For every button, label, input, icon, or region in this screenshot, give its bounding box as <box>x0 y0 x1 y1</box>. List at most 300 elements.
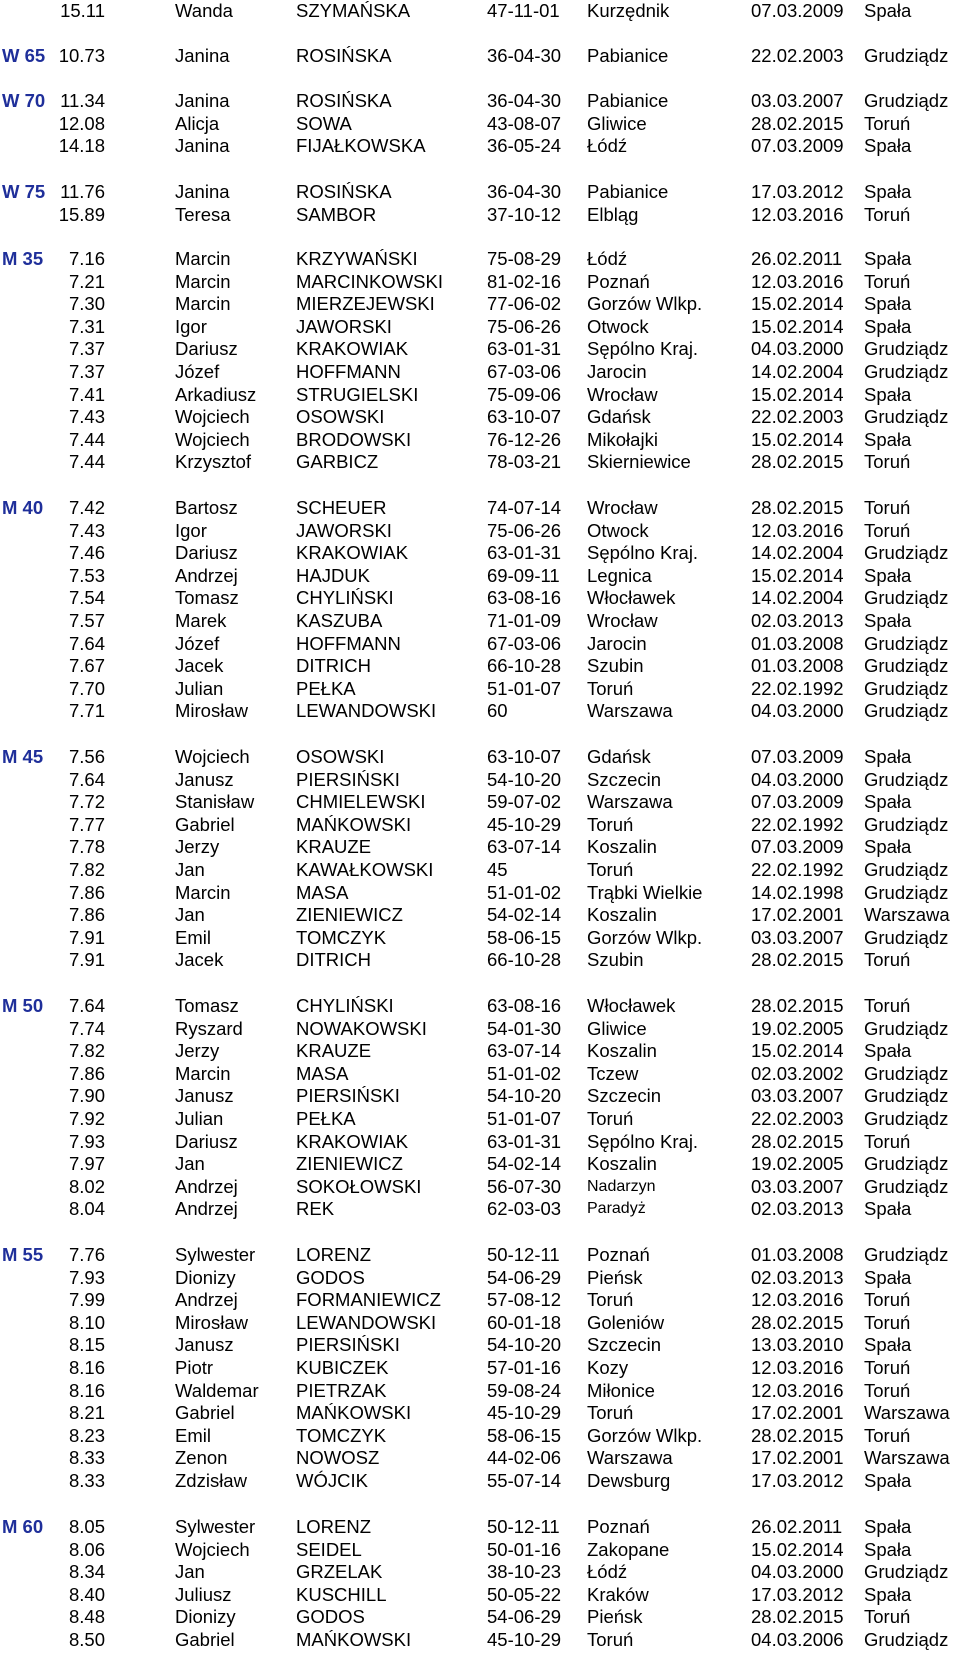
category-group <box>0 248 960 474</box>
record-date: 28.02.2015 <box>751 1424 844 1446</box>
venue: Toruń <box>864 1311 911 1333</box>
birth-date: 36-04-30 <box>487 45 562 66</box>
first-name: Waldemar <box>175 1379 259 1401</box>
club: Pabianice <box>587 181 669 202</box>
club: Jarocin <box>587 632 647 654</box>
record-date: 07.03.2009 <box>751 0 844 21</box>
venue: Toruń <box>864 1356 911 1378</box>
category-group <box>0 181 960 226</box>
venue: Toruń <box>864 1289 911 1311</box>
venue: Grudziądz <box>864 406 949 428</box>
club: Toruń <box>587 813 634 835</box>
birth-date: 36-04-30 <box>487 90 562 111</box>
venue: Spała <box>864 181 912 202</box>
club: Legnica <box>587 564 652 586</box>
first-name: Emil <box>175 1424 211 1446</box>
record-row <box>0 451 960 474</box>
birth-date: 77-06-02 <box>487 293 562 315</box>
venue: Warszawa <box>864 1447 950 1469</box>
last-name: GODOS <box>296 1606 365 1628</box>
venue: Spała <box>864 746 912 767</box>
record-row <box>0 927 960 950</box>
record-date: 28.02.2015 <box>751 1311 844 1333</box>
venue: Spała <box>864 1198 912 1220</box>
last-name: DITRICH <box>296 655 372 677</box>
club: Wrocław <box>587 609 658 631</box>
record-date: 28.02.2015 <box>751 995 844 1016</box>
last-name: KRAKOWIAK <box>296 338 409 360</box>
first-name: Wojciech <box>175 406 250 428</box>
result: 7.37 <box>68 338 105 360</box>
venue: Grudziądz <box>864 632 949 654</box>
venue: Grudziądz <box>864 587 949 609</box>
result: 7.82 <box>68 1040 105 1062</box>
result: 7.41 <box>68 383 105 405</box>
last-name: KRZYWAŃSKI <box>296 248 418 269</box>
result: 7.93 <box>68 1266 105 1288</box>
record-date: 26.02.2011 <box>751 248 843 269</box>
category-label: W 70 <box>2 90 46 111</box>
club: Jarocin <box>587 360 647 382</box>
record-row <box>0 1470 960 1493</box>
first-name: Andrzej <box>175 564 238 586</box>
last-name: KRAKOWIAK <box>296 542 409 564</box>
record-row <box>0 904 960 927</box>
birth-date: 54-10-20 <box>487 1085 562 1107</box>
birth-date: 67-03-06 <box>487 632 562 654</box>
first-name: Wojciech <box>175 746 250 767</box>
venue: Grudziądz <box>864 90 949 111</box>
club: Koszalin <box>587 904 657 926</box>
record-date: 01.03.2008 <box>751 655 844 677</box>
record-row <box>0 293 960 316</box>
result: 8.33 <box>68 1447 105 1469</box>
birth-date: 47-11-01 <box>487 0 560 21</box>
record-row <box>0 678 960 701</box>
result: 8.16 <box>68 1356 105 1378</box>
result: 7.77 <box>68 813 105 835</box>
first-name: Janusz <box>175 1085 234 1107</box>
birth-date: 54-10-20 <box>487 768 562 790</box>
venue: Grudziądz <box>864 858 949 880</box>
venue: Spała <box>864 1266 912 1288</box>
club: Otwock <box>587 519 649 541</box>
record-row <box>0 1176 960 1199</box>
first-name: Ryszard <box>175 1017 243 1039</box>
first-name: Marcin <box>175 293 231 315</box>
result: 7.86 <box>68 881 105 903</box>
last-name: SAMBOR <box>296 203 377 225</box>
birth-date: 51-01-02 <box>487 1062 562 1084</box>
record-date: 22.02.2003 <box>751 406 844 428</box>
record-date: 17.03.2012 <box>751 181 844 202</box>
venue: Spała <box>864 293 912 315</box>
club: Nadarzyn <box>587 1177 656 1195</box>
record-row <box>0 1561 960 1584</box>
birth-date: 76-12-26 <box>487 428 562 450</box>
venue: Spała <box>864 135 912 157</box>
last-name: ZIENIEWICZ <box>296 904 403 926</box>
last-name: MASA <box>296 881 349 903</box>
birth-date: 75-08-29 <box>487 248 562 269</box>
last-name: PIERSIŃSKI <box>296 1085 400 1107</box>
last-name: SZYMAŃSKA <box>296 0 411 21</box>
result: 7.46 <box>68 542 105 564</box>
birth-date: 57-08-12 <box>487 1289 562 1311</box>
club: Gdańsk <box>587 406 651 428</box>
record-row <box>0 1425 960 1448</box>
record-date: 17.03.2012 <box>751 1469 844 1491</box>
club: Toruń <box>587 858 634 880</box>
result: 7.76 <box>68 1244 105 1265</box>
last-name: DITRICH <box>296 949 372 971</box>
record-row <box>0 1447 960 1470</box>
record-date: 14.02.1998 <box>751 881 844 903</box>
record-date: 15.02.2014 <box>751 564 844 586</box>
birth-date: 67-03-06 <box>487 360 562 382</box>
first-name: Wojciech <box>175 428 250 450</box>
record-date: 14.02.2004 <box>751 587 844 609</box>
club: Kozy <box>587 1356 629 1378</box>
record-date: 03.03.2007 <box>751 1175 844 1197</box>
last-name: SEIDEL <box>296 1538 362 1560</box>
record-row <box>0 882 960 905</box>
first-name: Janina <box>175 181 230 202</box>
birth-date: 36-04-30 <box>487 181 562 202</box>
record-date: 22.02.2003 <box>751 1107 844 1129</box>
venue: Grudziądz <box>864 338 949 360</box>
first-name: Gabriel <box>175 1628 235 1650</box>
birth-date: 60 <box>487 700 508 722</box>
club: Trąbki Wielkie <box>587 881 703 903</box>
record-date: 12.03.2016 <box>751 1356 844 1378</box>
last-name: MIERZEJEWSKI <box>296 293 435 315</box>
last-name: LEWANDOWSKI <box>296 700 437 722</box>
club: Szubin <box>587 655 644 677</box>
result: 14.18 <box>58 135 105 157</box>
record-row <box>0 0 960 23</box>
birth-date: 63-07-14 <box>487 1040 562 1062</box>
result: 7.21 <box>68 270 105 292</box>
club: Łódź <box>587 1561 628 1583</box>
category-label: M 55 <box>2 1244 44 1265</box>
club: Kurzędnik <box>587 0 670 21</box>
last-name: HOFFMANN <box>296 632 401 654</box>
last-name: FORMANIEWICZ <box>296 1289 441 1311</box>
first-name: Marcin <box>175 248 231 269</box>
last-name: SCHEUER <box>296 497 387 518</box>
result: 7.37 <box>68 360 105 382</box>
first-name: Janina <box>175 135 230 157</box>
record-date: 02.03.2013 <box>751 1266 844 1288</box>
result: 8.34 <box>68 1561 105 1583</box>
last-name: GODOS <box>296 1266 365 1288</box>
result: 12.08 <box>58 112 105 134</box>
last-name: PEŁKA <box>296 1107 356 1129</box>
record-row <box>0 1040 960 1063</box>
club: Paradyż <box>587 1200 646 1218</box>
first-name: Janusz <box>175 1334 234 1356</box>
venue: Grudziądz <box>864 813 949 835</box>
birth-date: 45-10-29 <box>487 1628 562 1650</box>
birth-date: 43-08-07 <box>487 112 562 134</box>
club: Koszalin <box>587 836 657 858</box>
venue: Grudziądz <box>864 45 949 66</box>
record-row <box>0 113 960 136</box>
club: Wrocław <box>587 383 658 405</box>
last-name: OSOWSKI <box>296 746 385 767</box>
club: Sępólno Kraj. <box>587 1130 699 1152</box>
club: Kraków <box>587 1583 649 1605</box>
record-date: 12.03.2016 <box>751 519 844 541</box>
category-group <box>0 1244 960 1493</box>
first-name: Julian <box>175 677 224 699</box>
record-row <box>0 271 960 294</box>
venue: Spała <box>864 428 912 450</box>
record-row <box>0 90 960 113</box>
result: 7.44 <box>68 451 105 473</box>
record-row <box>0 181 960 204</box>
result: 15.11 <box>60 0 105 21</box>
club: Koszalin <box>587 1040 657 1062</box>
first-name: Andrzej <box>175 1289 238 1311</box>
record-date: 28.02.2015 <box>751 949 844 971</box>
birth-date: 60-01-18 <box>487 1311 562 1333</box>
record-date: 22.02.1992 <box>751 677 844 699</box>
club: Gorzów Wlkp. <box>587 926 703 948</box>
club: Sępólno Kraj. <box>587 338 699 360</box>
category-group <box>0 90 960 158</box>
venue: Grudziądz <box>864 1175 949 1197</box>
result: 7.74 <box>68 1017 105 1039</box>
birth-date: 58-06-15 <box>487 926 562 948</box>
birth-date: 81-02-16 <box>487 270 562 292</box>
result: 7.56 <box>68 746 105 767</box>
club: Toruń <box>587 1402 634 1424</box>
first-name: Józef <box>175 632 220 654</box>
last-name: GRZELAK <box>296 1561 383 1583</box>
first-name: Marcin <box>175 881 231 903</box>
record-row <box>0 1380 960 1403</box>
category-group <box>0 1516 960 1652</box>
birth-date: 58-06-15 <box>487 1424 562 1446</box>
birth-date: 66-10-28 <box>487 655 562 677</box>
first-name: Arkadiusz <box>175 383 257 405</box>
last-name: TOMCZYK <box>296 926 387 948</box>
birth-date: 63-01-31 <box>487 338 562 360</box>
birth-date: 63-01-31 <box>487 542 562 564</box>
record-row <box>0 995 960 1018</box>
record-row <box>0 1289 960 1312</box>
record-row <box>0 859 960 882</box>
record-row <box>0 1244 960 1267</box>
last-name: KASZUBA <box>296 609 383 631</box>
result: 7.91 <box>68 949 105 971</box>
record-row <box>0 1267 960 1290</box>
record-row <box>0 1312 960 1335</box>
last-name: KRAUZE <box>296 1040 372 1062</box>
record-row <box>0 204 960 227</box>
result: 7.78 <box>68 836 105 858</box>
record-row <box>0 1357 960 1380</box>
record-row <box>0 1108 960 1131</box>
result: 7.30 <box>68 293 105 315</box>
club: Łódź <box>587 135 628 157</box>
birth-date: 54-02-14 <box>487 1153 562 1175</box>
birth-date: 55-07-14 <box>487 1469 562 1491</box>
birth-date: 75-06-26 <box>487 315 562 337</box>
record-date: 04.03.2000 <box>751 700 844 722</box>
last-name: MAŃKOWSKI <box>296 1402 412 1424</box>
category-group <box>0 995 960 1221</box>
venue: Warszawa <box>864 904 950 926</box>
last-name: MAŃKOWSKI <box>296 1628 412 1650</box>
venue: Spała <box>864 248 912 269</box>
last-name: JAWORSKI <box>296 519 392 541</box>
record-date: 15.02.2014 <box>751 1538 844 1560</box>
record-row <box>0 542 960 565</box>
result: 7.64 <box>68 768 105 790</box>
record-date: 04.03.2000 <box>751 768 844 790</box>
first-name: Jan <box>175 1153 205 1175</box>
birth-date: 36-05-24 <box>487 135 562 157</box>
category-label: M 50 <box>2 995 44 1016</box>
record-row <box>0 700 960 723</box>
birth-date: 54-02-14 <box>487 904 562 926</box>
venue: Grudziądz <box>864 1244 949 1265</box>
record-row <box>0 655 960 678</box>
result: 7.97 <box>68 1153 105 1175</box>
record-date: 07.03.2009 <box>751 746 844 767</box>
birth-date: 69-09-11 <box>487 564 560 586</box>
club: Toruń <box>587 1628 634 1650</box>
venue: Grudziądz <box>864 768 949 790</box>
venue: Spała <box>864 564 912 586</box>
result: 7.86 <box>68 904 105 926</box>
first-name: Marek <box>175 609 227 631</box>
last-name: ZIENIEWICZ <box>296 1153 403 1175</box>
result: 8.48 <box>68 1606 105 1628</box>
venue: Toruń <box>864 949 911 971</box>
last-name: KRAUZE <box>296 836 372 858</box>
result: 10.73 <box>58 45 105 66</box>
result: 7.93 <box>68 1130 105 1152</box>
first-name: Sylwester <box>175 1244 256 1265</box>
record-row <box>0 949 960 972</box>
club: Łódź <box>587 248 628 269</box>
club: Włocławek <box>587 995 676 1016</box>
category-group <box>0 45 960 68</box>
club: Pabianice <box>587 45 669 66</box>
first-name: Dariusz <box>175 338 238 360</box>
record-date: 26.02.2011 <box>751 1516 843 1537</box>
club: Gdańsk <box>587 746 651 767</box>
venue: Spała <box>864 836 912 858</box>
record-row <box>0 565 960 588</box>
result: 8.21 <box>68 1402 105 1424</box>
first-name: Janusz <box>175 768 234 790</box>
last-name: LORENZ <box>296 1244 372 1265</box>
birth-date: 50-05-22 <box>487 1583 562 1605</box>
record-row <box>0 1516 960 1539</box>
record-date: 14.02.2004 <box>751 542 844 564</box>
first-name: Zenon <box>175 1447 228 1469</box>
last-name: ROSIŃSKA <box>296 90 392 111</box>
first-name: Alicja <box>175 112 220 134</box>
venue: Spała <box>864 1469 912 1491</box>
club: Wrocław <box>587 497 658 518</box>
record-row <box>0 610 960 633</box>
first-name: Andrzej <box>175 1198 238 1220</box>
birth-date: 50-12-11 <box>487 1516 560 1537</box>
last-name: HAJDUK <box>296 564 371 586</box>
first-name: Józef <box>175 360 220 382</box>
result: 7.43 <box>68 406 105 428</box>
record-row <box>0 1153 960 1176</box>
first-name: Dionizy <box>175 1266 236 1288</box>
club: Tczew <box>587 1062 639 1084</box>
last-name: LORENZ <box>296 1516 372 1537</box>
birth-date: 71-01-09 <box>487 609 562 631</box>
record-row <box>0 1063 960 1086</box>
first-name: Krzysztof <box>175 451 252 473</box>
club: Poznań <box>587 270 650 292</box>
club: Elbląg <box>587 203 639 225</box>
venue: Toruń <box>864 203 911 225</box>
result: 7.67 <box>68 655 105 677</box>
result: 11.34 <box>60 90 105 111</box>
category-label: W 65 <box>2 45 46 66</box>
first-name: Bartosz <box>175 497 238 518</box>
last-name: GARBICZ <box>296 451 379 473</box>
birth-date: 56-07-30 <box>487 1175 562 1197</box>
first-name: Wojciech <box>175 1538 250 1560</box>
birth-date: 59-08-24 <box>487 1379 562 1401</box>
record-date: 01.03.2008 <box>751 632 844 654</box>
record-row <box>0 769 960 792</box>
birth-date: 54-01-30 <box>487 1017 562 1039</box>
record-row <box>0 1539 960 1562</box>
result: 7.31 <box>68 315 105 337</box>
first-name: Marcin <box>175 1062 231 1084</box>
record-date: 17.03.2012 <box>751 1583 844 1605</box>
club: Poznań <box>587 1516 650 1537</box>
record-date: 15.02.2014 <box>751 315 844 337</box>
category-group <box>0 497 960 723</box>
record-date: 17.02.2001 <box>751 1402 844 1424</box>
record-date: 17.02.2001 <box>751 1447 844 1469</box>
first-name: Emil <box>175 926 211 948</box>
record-date: 19.02.2005 <box>751 1017 844 1039</box>
category-group <box>0 746 960 972</box>
last-name: NOWOSZ <box>296 1447 380 1469</box>
club: Gliwice <box>587 1017 647 1039</box>
last-name: TOMCZYK <box>296 1424 387 1446</box>
result: 8.06 <box>68 1538 105 1560</box>
venue: Grudziądz <box>864 677 949 699</box>
result: 7.86 <box>68 1062 105 1084</box>
birth-date: 59-07-02 <box>487 791 562 813</box>
result: 7.72 <box>68 791 105 813</box>
club: Szczecin <box>587 1334 662 1356</box>
birth-date: 51-01-07 <box>487 1107 562 1129</box>
last-name: HOFFMANN <box>296 360 401 382</box>
birth-date: 63-10-07 <box>487 746 562 767</box>
last-name: WÓJCIK <box>296 1469 368 1491</box>
record-date: 15.02.2014 <box>751 293 844 315</box>
last-name: NOWAKOWSKI <box>296 1017 427 1039</box>
record-date: 04.03.2000 <box>751 1561 844 1583</box>
